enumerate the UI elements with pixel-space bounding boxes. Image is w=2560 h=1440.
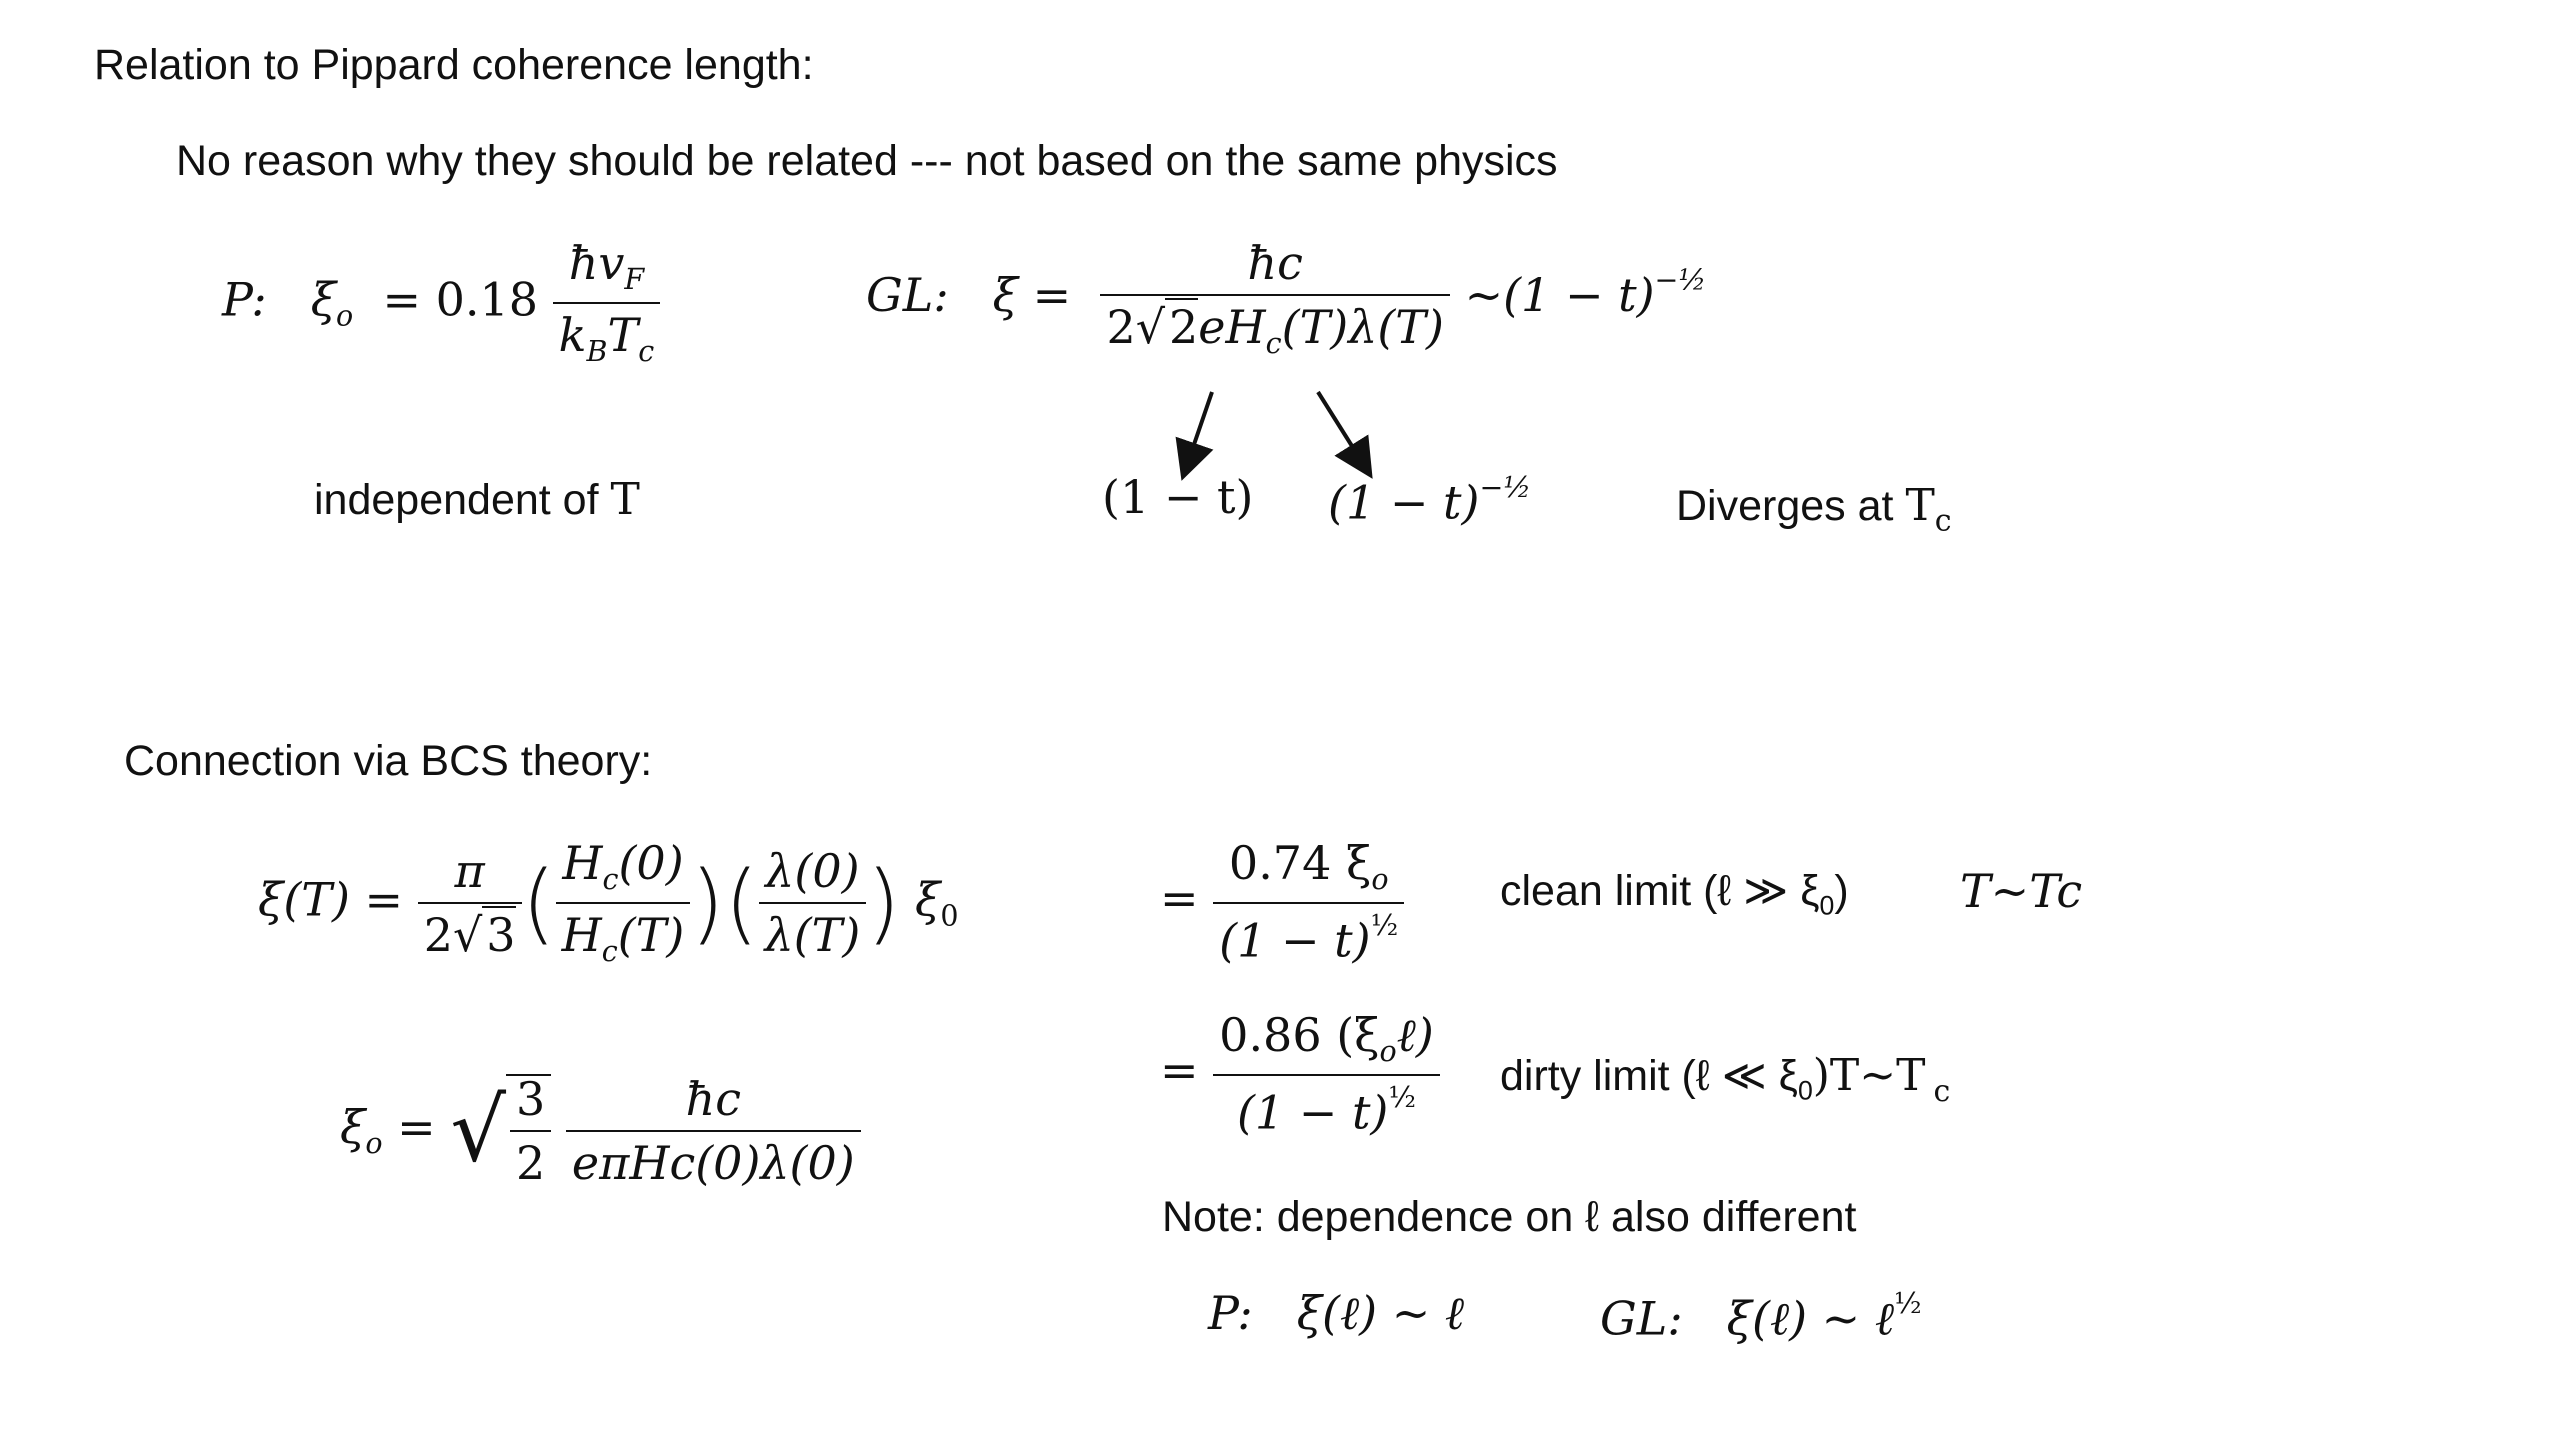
gl-xi: ξ = [992,268,1072,323]
xi0-frac-num: 3 [516,1072,546,1126]
bcs-tail: ξ [915,872,941,927]
dirty-label-close: )T~T [1812,1050,1926,1101]
xi0-eq: = [397,1100,436,1154]
bcs-lhs: ξ(T) = [258,872,404,927]
gl-den-rest: (T)λ(T) [1281,300,1444,354]
dirty-label-text: dirty limit (ℓ ≪ ξ [1500,1052,1798,1100]
pippard-xi: ξ [310,272,337,327]
xi0-lhs: ξ [340,1100,366,1154]
note-p-expr: ξ(ℓ) ~ ℓ [1296,1286,1465,1340]
xi0-num: ħc [685,1072,741,1126]
dirty-fraction [1213,1008,1440,1140]
pippard-num: ħv [568,236,625,290]
xi0-sqrt-fraction [510,1072,551,1190]
heading-bcs: Connection via BCS theory: [124,737,653,785]
xi0-frac-den: 2 [516,1136,546,1190]
dirty-den: (1 − t) [1236,1085,1389,1140]
bcs-l-num: λ(0) [765,844,860,899]
dirty-label-sub: 0 [1797,1075,1813,1106]
bcs-pi-den-root: 3 [482,906,515,962]
dirty-eq: = [1160,1042,1199,1097]
bcs-pi-num: π [454,844,485,899]
note-gl [1600,1287,1922,1346]
clean-den-exp: ½ [1370,909,1399,943]
gl-right-result [1328,471,1531,530]
pippard-num-sub: F [624,262,645,296]
clean-den: (1 − t) [1219,913,1371,968]
note-gl-exp: ½ [1894,1287,1922,1320]
clean-condition [1960,864,2083,918]
arrow-left [1188,392,1212,462]
pippard-den-t-sub: c [638,335,655,369]
clean-label-sub: 0 [1819,890,1835,921]
gl-scaling-exp: −½ [1654,263,1707,297]
pippard-coef: = 0.18 [382,272,539,327]
clean-label [1500,867,1849,921]
xi0-formula: $\xi_o$ = √ $\frac{3}{2}$ $\frac{ħc}{\text{eπHc(0)λ(0)}}$ [340,1074,861,1186]
xi0-fraction [566,1072,861,1190]
bcs-h-fraction [556,836,691,969]
bcs-pi-den-pre: 2√ [423,908,483,963]
gl-num: ħc [1247,236,1303,290]
xi0-den: eπHc(0)λ(0) [571,1136,855,1190]
pippard-note-text: independent of [314,476,611,524]
gl-scaling-base: ~(1 − t) [1464,268,1655,323]
pippard-den-k-sub: B [586,335,608,369]
dirty-num-post: ℓ) [1396,1008,1434,1062]
clean-eq: = [1160,870,1199,925]
gl-label: GL: [866,268,949,323]
bcs-h-den-sub: c [601,935,618,969]
pippard-den-k: k [558,308,587,363]
gl-diverges-sub: c [1934,503,1952,539]
bcs-h-num-sub: c [602,862,619,896]
pippard-label: P: [222,272,267,327]
arrow-right [1318,392,1362,462]
gl-den-pre: 2√ [1106,300,1166,354]
clean-num: 0.74 ξ [1228,836,1372,890]
gl-diverges-t: T [1905,480,1935,531]
dirty-num-pre: 0.86 (ξ [1219,1008,1380,1062]
gl-den-root: 2 [1165,298,1198,354]
gl-den-sub: c [1265,326,1282,360]
clean-formula [1160,836,1404,968]
xi0-lhs-sub: o [365,1126,383,1160]
bcs-h-den-arg: (T) [617,908,685,963]
clean-fraction [1213,836,1404,968]
note-p-label: P: [1208,1286,1253,1340]
gl-diverges [1676,480,1952,539]
pippard-den-t: T [607,308,639,363]
bcs-tail-sub: 0 [940,899,959,933]
pippard-xi-sub: o [336,299,354,333]
clean-cond: T~Tc [1960,864,2083,918]
bcs-formula: ξ(T) = $\frac{\pi}{2√3}$ ( $\frac{H_c(0)}{H_c(T)}$ )( $\frac{\lambda(0)}{\lambda(T)}$ ) $\xi_0$ [258,836,959,969]
bcs-pi-fraction [418,844,522,963]
gl-right-exp: −½ [1479,471,1531,504]
bcs-h-num-arg: (0) [618,836,684,890]
gl-diverges-text: Diverges at [1676,482,1906,530]
note-text: Note: dependence on ℓ also different [1162,1193,1857,1241]
clean-label-text: clean limit (ℓ ≫ ξ [1500,867,1820,915]
clean-label-close: ) [1834,867,1849,915]
bcs-lambda-fraction [759,844,867,963]
gl-left-result: (1 − t) [1102,470,1254,524]
dirty-formula [1160,1008,1440,1140]
text-no-reason: No reason why they should be related --- not based on the same physics [176,137,1558,185]
bcs-h-den: H [561,908,602,963]
dirty-num-sub: o [1379,1034,1397,1068]
note-p [1208,1286,1465,1340]
note-gl-label: GL: [1600,1291,1683,1346]
gl-den-eh: eH [1198,300,1266,354]
pippard-note-t: T [610,474,640,525]
dirty-den-exp: ½ [1388,1081,1417,1115]
gl-right-base: (1 − t) [1328,475,1480,530]
clean-num-sub: o [1371,862,1389,896]
heading-relation: Relation to Pippard coherence length: [94,41,814,89]
bcs-h-num: H [562,836,603,890]
dirty-label [1500,1050,1951,1109]
bcs-l-den: λ(T) [764,908,861,963]
note-gl-expr: ξ(ℓ) ~ ℓ [1726,1291,1895,1346]
dirty-cond-sub: c [1933,1073,1951,1109]
